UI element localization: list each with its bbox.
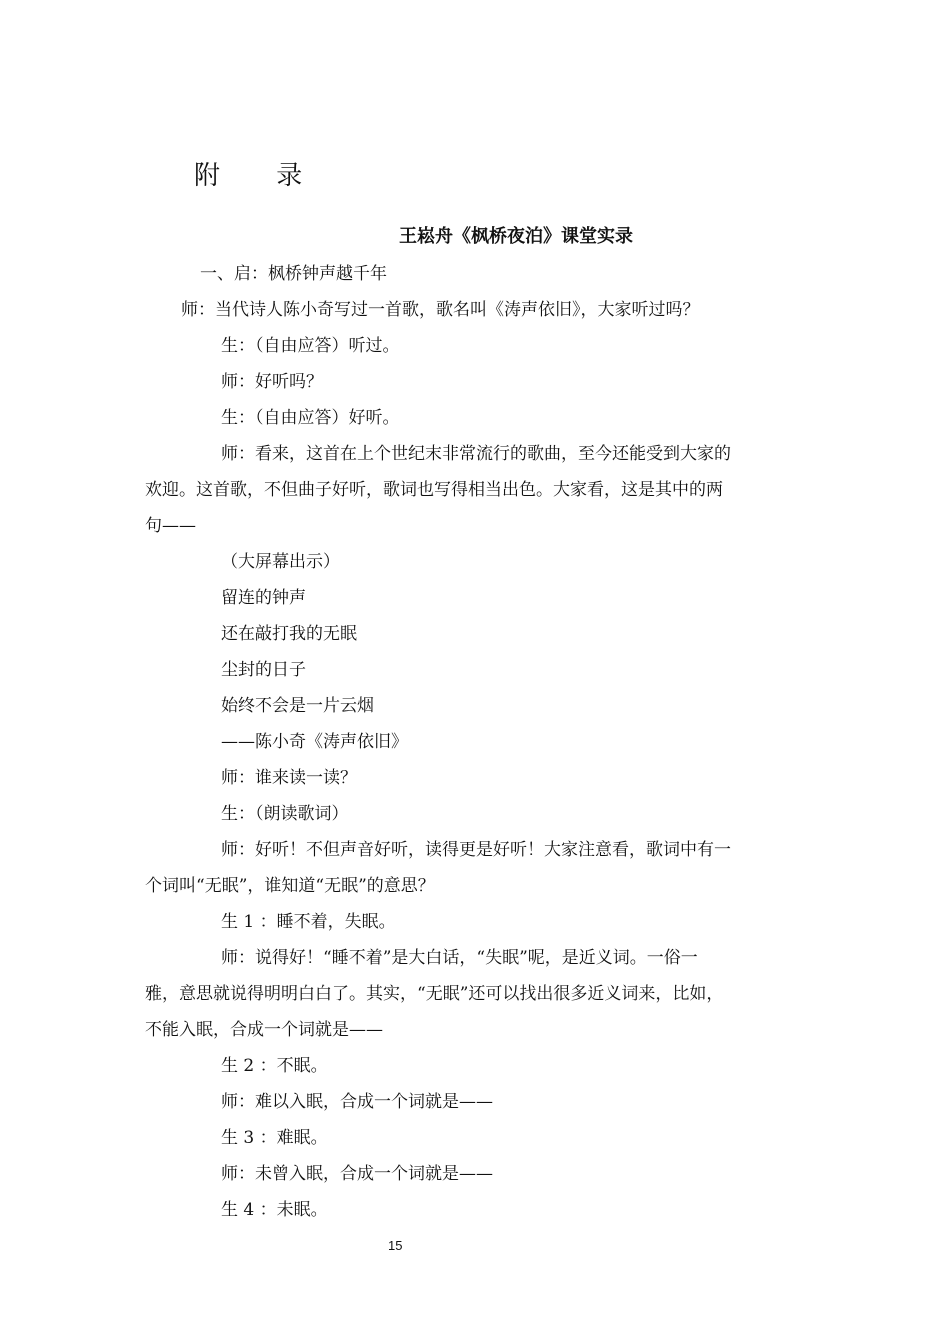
transcript-line: 师：看来，这首在上个世纪末非常流行的歌曲，至今还能受到大家的 bbox=[221, 444, 731, 464]
transcript-line: 生 3 ：难眠。 bbox=[221, 1128, 328, 1148]
transcript-line: 留连的钟声 bbox=[221, 588, 306, 608]
transcript-line: 师：难以入眠，合成一个词就是—— bbox=[221, 1092, 493, 1112]
transcript-line: 生：（朗读歌词） bbox=[221, 804, 349, 824]
transcript-line: 师：好听吗？ bbox=[221, 372, 323, 392]
transcript-line: 师：说得好！“睡不着”是大白话，“失眠”呢，是近义词。一俗一 bbox=[221, 948, 698, 968]
transcript-line: 一、启：枫桥钟声越千年 bbox=[200, 264, 387, 284]
transcript-line: 不能入眠，合成一个词就是—— bbox=[145, 1020, 383, 1040]
transcript-line: 尘封的日子 bbox=[221, 660, 306, 680]
transcript-line: 生 4 ：未眠。 bbox=[221, 1200, 328, 1220]
transcript-line: 句—— bbox=[145, 516, 196, 536]
page-number: 15 bbox=[388, 1238, 403, 1253]
transcript-line: ——陈小奇《涛声依旧》 bbox=[221, 732, 408, 752]
transcript-line: 还在敲打我的无眠 bbox=[221, 624, 357, 644]
transcript-body bbox=[145, 256, 820, 1228]
transcript-line: 生 2 ：不眠。 bbox=[221, 1056, 328, 1076]
transcript-line: 生 1 ：睡不着，失眠。 bbox=[221, 912, 396, 932]
transcript-line: （大屏幕出示） bbox=[221, 552, 340, 572]
transcript-line: 师：当代诗人陈小奇写过一首歌，歌名叫《涛声依旧》，大家听过吗？ bbox=[181, 300, 700, 320]
appendix-heading: 附 录 bbox=[194, 161, 327, 191]
transcript-line: 生：（自由应答）听过。 bbox=[221, 336, 400, 356]
transcript-line: 生：（自由应答）好听。 bbox=[221, 408, 400, 428]
transcript-line: 个词叫“无眠”，谁知道“无眠”的意思？ bbox=[145, 876, 435, 896]
transcript-line: 始终不会是一片云烟 bbox=[221, 696, 374, 716]
transcript-line: 师：未曾入眠，合成一个词就是—— bbox=[221, 1164, 493, 1184]
transcript-line: 雅，意思就说得明明白白了。其实，“无眠”还可以找出很多近义词来，比如， bbox=[145, 984, 724, 1004]
transcript-line: 欢迎。这首歌，不但曲子好听，歌词也写得相当出色。大家看，这是其中的两 bbox=[145, 480, 723, 500]
document-title: 王崧舟《枫桥夜泊》课堂实录 bbox=[399, 226, 633, 247]
transcript-line: 师：谁来读一读？ bbox=[221, 768, 357, 788]
transcript-line: 师：好听！不但声音好听，读得更是好听！大家注意看，歌词中有一 bbox=[221, 840, 731, 860]
